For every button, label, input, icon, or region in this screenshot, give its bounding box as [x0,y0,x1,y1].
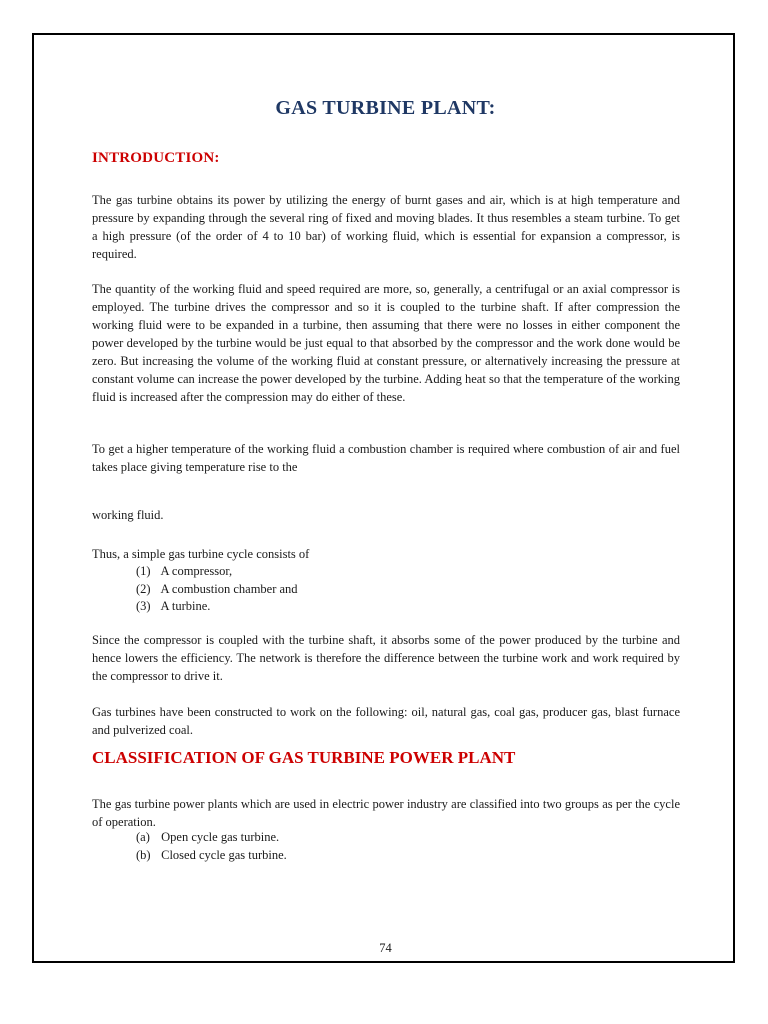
list-item-number: (b) [136,847,151,862]
page-title: GAS TURBINE PLANT: [275,97,496,119]
list-item-number: (1) [136,564,151,578]
list-item-text: Open cycle gas turbine. [161,830,280,844]
list-item-text: A combustion chamber and [160,581,298,596]
list-item-number: (a) [136,830,150,844]
classification-heading: CLASSIFICATION OF GAS TURBINE POWER PLANT [92,748,516,767]
intro-paragraph-1: The gas turbine obtains its power by utilizing the energy of burnt gases and air, which is at high temperature and pressure by expanding through the several ring of fixed and moving blades. It thus resembles a steam turbine. To get a high pressure (of the order of 4 to 10 bar) of working fluid, which is essential for expansion a compressor, is required. [92,193,680,261]
list-item-text: A compressor, [160,564,233,578]
cycle-intro-line: Thus, a simple gas turbine cycle consists of [92,547,310,561]
list-item-text: A turbine. [160,599,211,613]
page-frame [32,33,735,963]
list-item [136,829,287,847]
list-item [136,563,298,581]
list-item-text: Closed cycle gas turbine. [161,847,287,862]
introduction-heading: INTRODUCTION: [92,150,220,166]
list-item [136,581,298,599]
list-item [136,598,298,616]
intro-paragraph-3-continuation: working fluid. [92,508,164,522]
list-item [136,847,287,865]
list-item-number: (3) [136,599,151,613]
classification-paragraph: The gas turbine power plants which are used in electric power industry are classified into two groups as per the cycle of operation. [92,797,680,829]
efficiency-paragraph: Since the compressor is coupled with the turbine shaft, it absorbs some of the power produced by the turbine and hence lowers the efficiency. The network is therefore the difference between the turbine work and work required by the compressor to drive it. [92,633,680,683]
fuels-paragraph: Gas turbines have been constructed to work on the following: oil, natural gas, coal gas, producer gas, blast furnace and pulverized coal. [92,705,680,737]
cycle-components-list [136,563,298,616]
page-number: 74 [379,941,392,955]
intro-paragraph-2: The quantity of the working fluid and speed required are more, so, generally, a centrifugal or an axial compressor is employed. The turbine drives the compressor and so it is coupled to the turbine shaft. If after compression the working fluid were to be expanded in a turbine, then assuming that there were no losses in either component the power developed by the turbine would be just equal to that absorbed by the compressor and the work done would be zero. But increasing the volume of the working fluid at constant pressure, or alternatively increasing the pressure at constant volume can increase the power developed by the turbine. Adding heat so that the temperature of the working fluid is increased after the compression may do either of these. [92,282,680,404]
classification-list [136,829,287,864]
intro-paragraph-3: To get a higher temperature of the working fluid a combustion chamber is required where combustion of air and fuel takes place giving temperature rise to the [92,442,680,474]
list-item-number: (2) [136,581,151,596]
